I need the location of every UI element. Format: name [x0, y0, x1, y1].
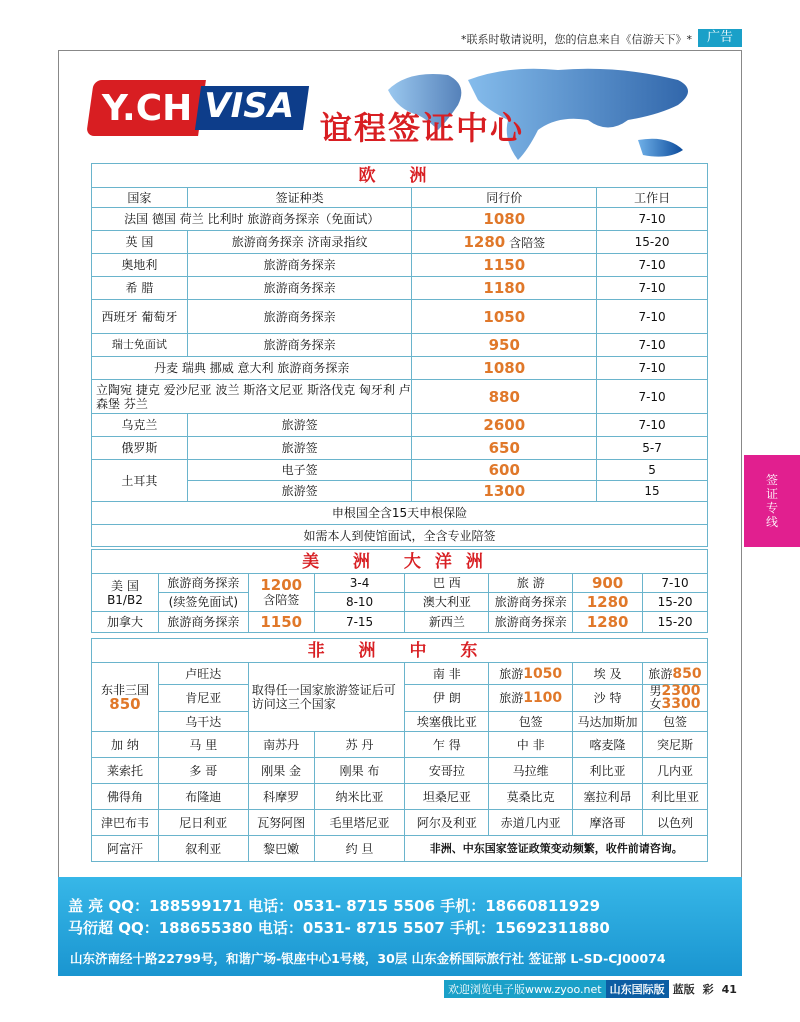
ych-visa-logo: Y.CH VISA — [90, 80, 300, 140]
europe-table: 欧 洲 国家 签证种类 同行价 工作日 法国 德国 荷兰 比利时 旅游商务探亲（免面试） 1080 7-10 英 国 旅游商务探亲 济南录指纹 1280 含陪签 15-20 奥地利 旅游商务探亲 1150 7-10 希 腊 旅游商务探亲 1180 7-10 西班牙 葡萄牙 旅游商务探亲 1050 7-10 瑞士免面试 旅游商务探亲 950 7-10 丹麦 瑞典 挪威 意大利 旅游商务探亲 1080 7-10 立陶宛 捷克 爱沙尼亚 波兰 斯洛文尼亚 斯洛伐克 匈牙利 卢森堡 芬兰 880 7-10 乌克兰 旅游签 2600 7-10 俄罗斯 旅游签 650 5-7 土耳其 电子签 600 5 旅游签 1300 15 申根国全含15天申根保险 如需本人到使馆面试，全含专业陪签 — [91, 163, 708, 547]
contact-line-2: 马衍超 QQ：188655380 电话：0531- 8715 5507 手机：15692311880 — [68, 919, 610, 937]
address: 山东济南经十路22799号，和谐广场-银座中心1号楼，30层 山东金桥国际旅行社 签证部 L-SD-CJ00074 — [70, 951, 666, 966]
page-footer: 欢迎浏览电子版www.zyoo.net 山东国际版 蓝版 彩 41 — [444, 980, 741, 998]
contact-line-1: 盖 亮 QQ：188599171 电话：0531- 8715 5506 手机：18660811929 — [68, 897, 601, 915]
contact-banner — [58, 877, 742, 976]
company-name: 谊程签证中心 — [320, 109, 525, 147]
website-link[interactable]: 欢迎浏览电子版www.zyoo.net — [444, 980, 606, 998]
africa-title: 非 洲 中 东 — [92, 639, 708, 663]
page-number: 41 — [721, 983, 737, 996]
africa-table: 非 洲 中 东 东非三国 850 卢旺达 取得任一国家旅游签证后可访问这三个国家 南 非 旅游1050 埃 及 旅游850 肯尼亚 伊 朗 旅游1100 沙 特 男2300 女3300 乌干达 埃塞俄比亚 包签 马达加斯加 包签 加 纳 马 里 南苏丹 苏 丹 乍 得 中 非 喀麦隆 突尼斯 莱索托 多 哥 刚果 金 刚果 布 安哥拉 马拉维 利比亚 几内亚 佛得角 布隆迪 科摩罗 纳米比亚 坦桑尼亚 莫桑比克 塞拉利昂 利比里亚 津巴布韦 尼日利亚 瓦努阿图 毛里塔尼亚 阿尔及利亚 赤道几内亚 摩洛哥 以色列 阿富汗 叙利亚 黎巴嫩 约 旦 非洲、中东国家签证政策变动频繁，收件前请咨询。 — [91, 638, 708, 862]
table-row: 法国 德国 荷兰 比利时 旅游商务探亲（免面试） — [92, 208, 412, 231]
visa-hotline-tab: 签 证 专 线 — [744, 455, 800, 547]
source-note: *联系时敬请说明，您的信息来自《信游天下》* — [461, 33, 692, 46]
america-title: 美 洲 大洋洲 — [92, 550, 708, 574]
america-table: 美 洲 大洋洲 美 国 B1/B2 旅游商务探亲 1200 含陪签 3-4 巴 西 旅 游 900 7-10 (续签免面试) 8-10 澳大利亚 旅游商务探亲 1280 15-20 加拿大 旅游商务探亲 1150 7-15 新西兰 旅游商务探亲 1280 15-20 — [91, 549, 708, 633]
europe-title: 欧 洲 — [92, 164, 708, 188]
ad-tag: 广告 — [698, 29, 742, 47]
